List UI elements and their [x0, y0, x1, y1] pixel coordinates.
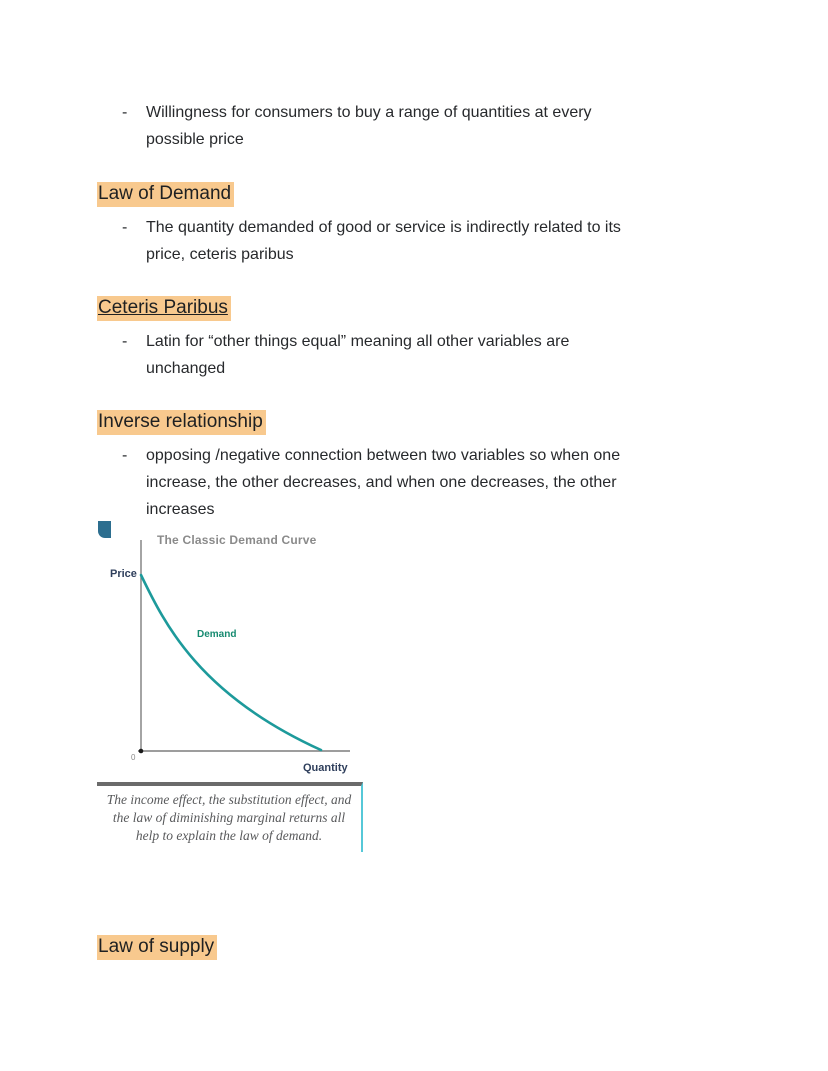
bullet-text [146, 328, 569, 382]
caption-line: help to explain the law of demand. [135, 828, 323, 843]
bullet-line: possible price [146, 131, 244, 148]
bullet-item [122, 99, 592, 153]
heading-law-of-demand: Law of Demand [97, 182, 234, 207]
bullet-dash: - [122, 333, 128, 350]
bullet-line: Latin for “other things equal” meaning all other variables are [146, 333, 570, 350]
chart-title: The Classic Demand Curve [157, 533, 317, 547]
bullet-dash: - [122, 447, 128, 464]
bullet-line: unchanged [146, 360, 226, 377]
curve-label: Demand [197, 629, 237, 640]
bullet-line: opposing /negative connection between two variables so when one [146, 447, 621, 464]
bullet-text [146, 214, 621, 268]
demand-curve-chart [95, 533, 365, 783]
bullet-item [122, 328, 569, 382]
heading-law-of-supply: Law of supply [97, 935, 217, 960]
bullet-text [146, 442, 620, 523]
origin-label: 0 [131, 753, 136, 762]
caption-line: the law of diminishing marginal returns all [112, 810, 346, 825]
heading-inverse-relationship: Inverse relationship [97, 410, 266, 435]
heading-ceteris-paribus: Ceteris Paribus [97, 296, 231, 321]
bullet-line: increases [146, 501, 215, 518]
caption-line: The income effect, the substitution effect, and [106, 792, 352, 807]
bullet-dash: - [122, 104, 128, 121]
bullet-text [146, 99, 592, 153]
origin-dot [139, 749, 144, 754]
y-axis-label: Price [110, 568, 137, 580]
bullet-line: The quantity demanded of good or service is indirectly related to its [146, 219, 621, 236]
bullet-line: Willingness for consumers to buy a range of quantities at every [146, 104, 592, 121]
bullet-line: increase, the other decreases, and when one decreases, the other [146, 474, 617, 491]
demand-curve [141, 575, 321, 750]
bullet-line: price, ceteris paribus [146, 246, 294, 263]
figure-caption [97, 782, 363, 852]
bullet-item [122, 214, 621, 268]
bullet-item [122, 442, 620, 523]
x-axis-label: Quantity [303, 762, 348, 774]
bullet-dash: - [122, 219, 128, 236]
